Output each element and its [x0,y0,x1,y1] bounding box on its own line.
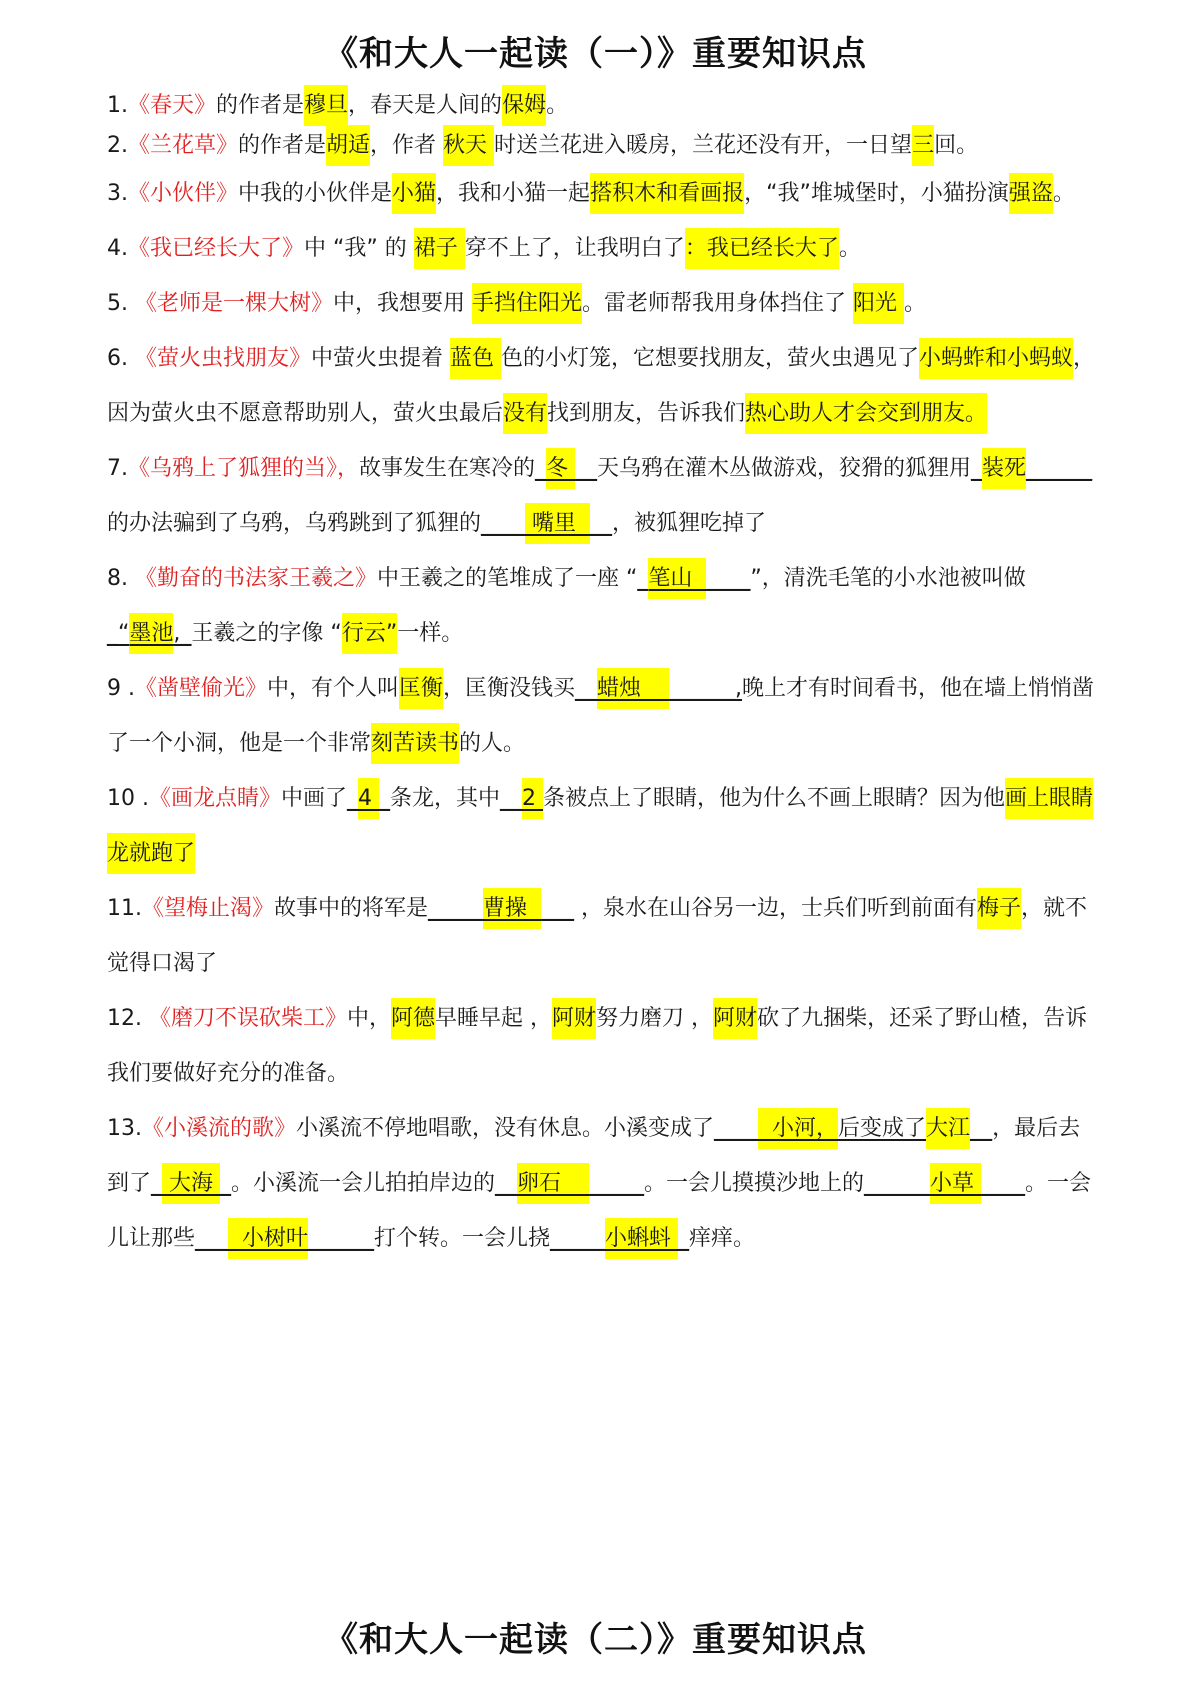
item-text: 晚上才有时间看书，他在墙上悄悄凿了一个小洞，他是一个非常 [107,676,1095,756]
item-text: 3. [107,181,128,206]
lesson-title: 《小溪流的歌》 [142,1116,297,1141]
answer-blank: _ [678,1226,690,1251]
answer-blank: _____ [589,1171,645,1196]
item-text: 10 . [107,786,149,811]
item-text: 中画了 [281,786,348,811]
item-text: 故事中的将军是 [274,896,429,921]
item-text: 痒痒。 [689,1226,756,1251]
page-title-part-1: 《和大人一起读（一）》重要知识点 [324,34,867,74]
answer-blank: ______ [864,1171,931,1196]
item-text: 找到朋友，告诉我们 [547,401,746,426]
item-text: 努力磨刀 ， [596,1006,714,1031]
answer-blank: __ [495,1171,518,1196]
lesson-title: 《兰花草》 [128,133,239,158]
lesson-title: 《望梅止渴》 [142,896,275,921]
answer-blank: ______ [308,1226,375,1251]
answer-blank: ______ [1026,456,1093,481]
answer-blank: _ [151,1171,163,1196]
highlighted-answer: 匡衡 [399,668,443,709]
answer-blank: __ [575,676,598,701]
knowledge-item-7 [107,441,1097,551]
lesson-title: 《小伙伴》 [128,181,239,206]
highlighted-answer: 阿德 [391,998,435,1039]
item-text: 7. [107,456,128,481]
highlighted-answer: 没有 [503,393,547,434]
answer-blank: ____ [481,511,526,536]
highlighted-answer: 搭积木和看画报 [590,173,744,214]
item-text: ，春天是人间的 [348,93,503,118]
lesson-title: 《磨刀不误砍柴工》 [148,1006,347,1031]
item-text: ，最后去到了 [107,1116,1081,1196]
item-text: 早睡早起 ， [435,1006,553,1031]
highlighted-answer: 大江 [926,1108,970,1149]
lesson-title: 《我已经长大了》 [128,236,305,261]
item-text: 故事发生在寒冷的 [359,456,536,481]
lesson-title: 《萤火虫找朋友》 [134,346,311,371]
item-text: 。一会儿让那些 [107,1171,1092,1251]
highlighted-answer: 三 [912,125,934,166]
highlighted-answer: 小蝌蚪 [605,1218,678,1259]
highlighted-answer: 4 [358,778,379,819]
item-text: 。一会儿摸摸沙地上的 [644,1171,865,1196]
item-text: ，作者 [370,133,444,158]
item-text: 4. [107,236,128,261]
answer-blank: _ [971,456,983,481]
highlighted-answer: 阿财 [552,998,596,1039]
item-text: 9 . [107,676,135,701]
item-text: ，我和小猫一起 [436,181,591,206]
item-text: ，就不觉得口渴了 [107,896,1088,976]
highlighted-answer: 画上眼睛龙就跑了 [107,778,1093,874]
highlighted-answer: 阿财 [713,998,757,1039]
item-text: 天乌鸦在灌木丛做游戏，狡猾的狐狸用 [597,456,972,481]
item-text: 条龙，其中 [390,786,501,811]
item-text: ，匡衡没钱买 [443,676,576,701]
highlighted-answer: 裙子 [414,228,465,269]
item-text: 色的小灯笼，它想要找朋友，萤火虫遇见了 [501,346,920,371]
item-text: ，“我”堆城堡时，小猫扮演 [744,181,1009,206]
highlighted-answer: 蜡烛 [597,668,669,709]
item-text: 穿不上了，让我明白了 [464,236,685,261]
answer-blank: _ [535,456,547,481]
highlighted-answer: 卵石 [517,1163,589,1204]
highlighted-answer: 墨池 [129,613,173,654]
knowledge-item-2 [107,126,1097,166]
item-text: 砍了九捆柴，还采了野山楂，告诉我们要做好充分的准备。 [107,1006,1088,1086]
answer-blank: ____ [706,566,751,591]
answer-blank: 后变成了 [838,1116,927,1141]
answer-blank: _____ [428,896,484,921]
answer-blank: ___ [541,896,575,921]
answer-blank: __ [500,786,523,811]
knowledge-item-12 [107,991,1097,1101]
item-text: ”，清洗毛笔的小水池被叫做 [750,566,1026,591]
item-text: 中，有个人叫 [267,676,400,701]
item-text: 。 [546,93,569,118]
answer-blank: __ [590,511,612,536]
highlighted-answer: 装死 [982,448,1026,489]
item-text: 中， [347,1006,392,1031]
highlighted-answer: 2 [522,778,543,819]
item-text: 2. [107,133,128,158]
item-text: 5. [107,291,135,316]
knowledge-item-4 [107,221,1097,276]
highlighted-answer: 小蚂蚱和小蚂蚁 [919,338,1073,379]
item-text: 中，我想要用 [333,291,472,316]
answer-blank: ___ [195,1226,229,1251]
knowledge-item-13 [107,1101,1097,1266]
knowledge-item-8 [107,551,1097,661]
item-text: 13. [107,1116,142,1141]
lesson-title: 《勤奋的书法家王羲之》 [134,566,377,591]
highlighted-answer: 强盗 [1009,173,1053,214]
lesson-title: 《老师是一棵大树》 [134,291,333,316]
lesson-title: 《画龙点睛》 [148,786,281,811]
highlighted-answer: 秋天 [443,125,494,166]
answer-blank: _ [220,1171,232,1196]
answer-blank: _____ [550,1226,606,1251]
answer-blank: ,_ [173,621,192,646]
answer-blank: _“ [107,621,130,646]
answer-blank: __ [575,456,598,481]
lesson-title: 《凿壁偷光》 [134,676,267,701]
item-text: ，因为萤火虫不愿意帮助别人，萤火虫最后 [107,346,1096,426]
highlighted-answer: 冬 [546,448,575,489]
highlighted-answer: 热心助人才会交到朋友。 [745,393,987,434]
item-text: 的办法骗到了乌鸦，乌鸦跳到了狐狸的 [107,511,482,536]
item-text: 王羲之的字像 “ [191,621,342,646]
item-text: 条被点上了眼睛，他为什么不画上眼睛？因为他 [543,786,1006,811]
knowledge-item-1 [107,86,1097,126]
highlighted-answer: 梅子 [977,888,1021,929]
item-text: 8. [107,566,135,591]
item-text: 1. [107,93,128,118]
knowledge-item-11 [107,881,1097,991]
highlighted-answer: 手挡住阳光 [472,283,582,324]
knowledge-item-5 [107,276,1097,331]
highlighted-answer: 保姆 [502,85,546,126]
knowledge-item-6 [107,331,1097,441]
knowledge-item-10 [107,771,1097,881]
item-text: 时送兰花进入暖房，兰花还没有开，一日望 [494,133,913,158]
highlighted-answer: 大海 [162,1163,220,1204]
item-text: ，被狐狸吃掉了 [612,511,767,536]
answer-blank: _ [379,786,391,811]
highlighted-answer: 胡适 [326,125,370,166]
answer-blank: _ [347,786,359,811]
lesson-title: 《乌鸦上了狐狸的当》， [128,456,360,481]
highlighted-answer: 小树叶 [228,1218,308,1259]
lesson-title: 《春天》 [128,93,217,118]
item-text: 打个转。一会儿挠 [374,1226,551,1251]
item-text: 6. [107,346,135,371]
item-text: 12. [107,1006,149,1031]
item-text: 中王羲之的笔堆成了一座 “ [377,566,638,591]
item-text: 的作者是 [238,133,327,158]
item-text: 。 [904,291,927,316]
answer-blank: ______, [669,676,743,701]
item-text: 11. [107,896,142,921]
item-text: 的作者是 [216,93,305,118]
highlighted-answer: 小草 [930,1163,981,1204]
highlighted-answer: 嘴里 [525,503,590,544]
item-text: 中 “我” 的 [304,236,414,261]
item-text: 中我的小伙伴是 [238,181,393,206]
item-text: 中萤火虫提着 [311,346,450,371]
page-title-part-2: 《和大人一起读（二）》重要知识点 [324,1620,867,1660]
highlighted-answer: ：我已经长大了 [685,228,839,269]
item-text: 。雷老师帮我用身体挡住了 [582,291,854,316]
item-text: 。 [838,236,861,261]
highlighted-answer: 小猫 [392,173,436,214]
highlighted-answer: 阳光 [853,283,904,324]
item-text: 回。 [934,133,979,158]
knowledge-point-list [107,86,1097,1266]
highlighted-answer: 穆旦 [304,85,348,126]
item-text: 的人。 [459,731,526,756]
highlighted-answer: 曹操 [483,888,541,929]
highlighted-answer: 小河， [758,1108,838,1149]
item-text: 。小溪流一会儿拍拍岸边的 [231,1171,496,1196]
highlighted-answer: 刻苦读书 [371,723,459,764]
knowledge-item-3 [107,166,1097,221]
answer-blank: __ [970,1116,993,1141]
item-text: ，泉水在山谷另一边，士兵们听到前面有 [574,896,978,921]
item-text: 小溪流不停地唱歌，没有休息。小溪变成了 [296,1116,715,1141]
highlighted-answer: 行云” [342,613,397,654]
answer-blank: ____ [714,1116,759,1141]
knowledge-item-9 [107,661,1097,771]
answer-blank: ____ [981,1171,1026,1196]
item-text: 一样。 [397,621,464,646]
item-text: 。 [1052,181,1075,206]
answer-blank: _ [637,566,649,591]
highlighted-answer: 蓝色 [450,338,501,379]
highlighted-answer: 笔山 [648,558,706,599]
